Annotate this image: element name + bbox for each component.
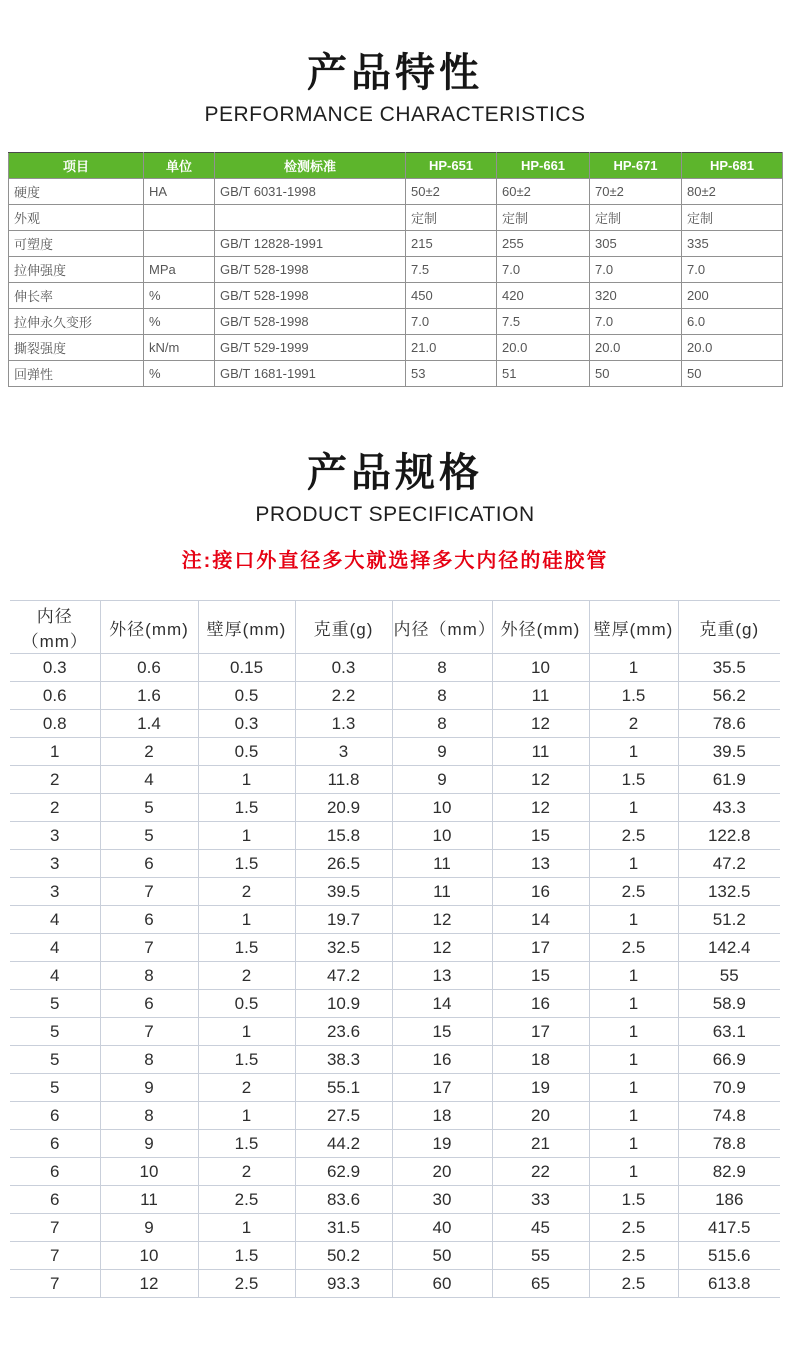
- performance_table-column-header-6: HP-681: [682, 153, 783, 179]
- performance_table-cell-5-3: 7.0: [406, 309, 497, 335]
- performance_table-cell-6-3: 21.0: [406, 335, 497, 361]
- spec-table-head: [10, 601, 780, 654]
- performance_table-row-5: [9, 309, 783, 335]
- spec_table-cell-3-2: 0.5: [198, 738, 295, 766]
- spec_table-cell-18-4: 20: [392, 1158, 492, 1186]
- spec_table-cell-4-1: 4: [100, 766, 198, 794]
- spec_table-cell-17-1: 9: [100, 1130, 198, 1158]
- spec_table-cell-18-0: 6: [10, 1158, 100, 1186]
- spec_table-cell-0-1: 0.6: [100, 654, 198, 682]
- spec_table-cell-18-7: 82.9: [678, 1158, 780, 1186]
- spec_table-cell-19-7: 186: [678, 1186, 780, 1214]
- performance_table-cell-4-5: 320: [590, 283, 682, 309]
- spec_table-column-header-6: 壁厚(mm): [589, 601, 678, 654]
- performance_table-column-header-0: 项目: [9, 153, 144, 179]
- spec_table-column-header-3: 克重(g): [295, 601, 392, 654]
- spec_table-cell-9-6: 1: [589, 906, 678, 934]
- selection-note: 注:接口外直径多大就选择多大内径的硅胶管: [181, 550, 609, 572]
- spec_table-cell-17-3: 44.2: [295, 1130, 392, 1158]
- performance-section-subtitle: PERFORMANCE CHARACTERISTICS: [204, 103, 586, 126]
- spec_table-cell-3-1: 2: [100, 738, 198, 766]
- performance_table-cell-0-3: 50±2: [406, 179, 497, 205]
- performance_table-row-4: [9, 283, 783, 309]
- performance-section-title: 产品特性: [307, 51, 483, 95]
- performance_table-cell-5-5: 7.0: [590, 309, 682, 335]
- spec_table-cell-5-0: 2: [10, 794, 100, 822]
- spec_table-cell-16-5: 20: [492, 1102, 589, 1130]
- performance_table-cell-7-1: %: [144, 361, 215, 387]
- spec_table-cell-19-5: 33: [492, 1186, 589, 1214]
- spec_table-cell-5-7: 43.3: [678, 794, 780, 822]
- spec_table-cell-4-4: 9: [392, 766, 492, 794]
- spec_table-cell-1-7: 56.2: [678, 682, 780, 710]
- spec_table-cell-16-4: 18: [392, 1102, 492, 1130]
- performance-table-header-row: [9, 153, 783, 179]
- spec_table-row-17: [10, 1130, 780, 1158]
- spec_table-cell-14-7: 66.9: [678, 1046, 780, 1074]
- spec_table-row-3: [10, 738, 780, 766]
- spec_table-cell-19-4: 30: [392, 1186, 492, 1214]
- performance_table-cell-7-6: 50: [682, 361, 783, 387]
- spec_table-cell-19-2: 2.5: [198, 1186, 295, 1214]
- spec_table-cell-9-0: 4: [10, 906, 100, 934]
- spec_table-cell-7-6: 1: [589, 850, 678, 878]
- performance_table-cell-1-0: 外观: [9, 205, 144, 231]
- spec_table-cell-7-7: 47.2: [678, 850, 780, 878]
- spec_table-cell-14-3: 38.3: [295, 1046, 392, 1074]
- spec_table-cell-22-1: 12: [100, 1270, 198, 1298]
- performance_table-cell-6-5: 20.0: [590, 335, 682, 361]
- spec_table-cell-5-5: 12: [492, 794, 589, 822]
- spec_table-cell-11-7: 55: [678, 962, 780, 990]
- spec_table-cell-11-3: 47.2: [295, 962, 392, 990]
- spec_table-cell-6-5: 15: [492, 822, 589, 850]
- performance_table-column-header-2: 检测标准: [215, 153, 406, 179]
- spec_table-cell-22-6: 2.5: [589, 1270, 678, 1298]
- spec_table-row-15: [10, 1074, 780, 1102]
- performance_table-cell-0-4: 60±2: [497, 179, 590, 205]
- spec_table-cell-10-4: 12: [392, 934, 492, 962]
- spec_table-cell-8-3: 39.5: [295, 878, 392, 906]
- performance_table-cell-6-1: kN/m: [144, 335, 215, 361]
- spec_table-cell-7-5: 13: [492, 850, 589, 878]
- spec_table-cell-18-5: 22: [492, 1158, 589, 1186]
- spec_table-cell-16-6: 1: [589, 1102, 678, 1130]
- performance_table-cell-4-2: GB/T 528-1998: [215, 283, 406, 309]
- spec_table-cell-3-7: 39.5: [678, 738, 780, 766]
- performance_table-cell-3-5: 7.0: [590, 257, 682, 283]
- spec_table-cell-3-6: 1: [589, 738, 678, 766]
- spec_table-cell-8-1: 7: [100, 878, 198, 906]
- spec_table-cell-14-6: 1: [589, 1046, 678, 1074]
- spec_table-cell-20-0: 7: [10, 1214, 100, 1242]
- spec_table-cell-13-3: 23.6: [295, 1018, 392, 1046]
- spec-section-subtitle: PRODUCT SPECIFICATION: [255, 503, 535, 526]
- spec_table-cell-8-2: 2: [198, 878, 295, 906]
- spec_table-row-2: [10, 710, 780, 738]
- spec_table-cell-11-4: 13: [392, 962, 492, 990]
- spec_table-column-header-1: 外径(mm): [100, 601, 198, 654]
- spec-table-body: [10, 654, 780, 1298]
- spec_table-row-8: [10, 878, 780, 906]
- spec_table-cell-12-5: 16: [492, 990, 589, 1018]
- spec_table-cell-4-6: 1.5: [589, 766, 678, 794]
- spec_table-cell-16-0: 6: [10, 1102, 100, 1130]
- spec_table-row-12: [10, 990, 780, 1018]
- spec_table-cell-8-0: 3: [10, 878, 100, 906]
- spec_table-cell-16-7: 74.8: [678, 1102, 780, 1130]
- spec_table-cell-10-0: 4: [10, 934, 100, 962]
- spec_table-cell-16-3: 27.5: [295, 1102, 392, 1130]
- spec_table-column-header-5: 外径(mm): [492, 601, 589, 654]
- spec_table-cell-14-2: 1.5: [198, 1046, 295, 1074]
- spec_table-cell-5-2: 1.5: [198, 794, 295, 822]
- spec_table-cell-15-6: 1: [589, 1074, 678, 1102]
- performance-table-body: [9, 179, 783, 387]
- spec_table-cell-15-7: 70.9: [678, 1074, 780, 1102]
- spec_table-cell-12-7: 58.9: [678, 990, 780, 1018]
- spec_table-cell-8-5: 16: [492, 878, 589, 906]
- performance_table-row-1: [9, 205, 783, 231]
- spec_table-row-10: [10, 934, 780, 962]
- spec_table-cell-20-4: 40: [392, 1214, 492, 1242]
- spec_table-cell-21-2: 1.5: [198, 1242, 295, 1270]
- spec_table-row-11: [10, 962, 780, 990]
- spec_table-cell-15-1: 9: [100, 1074, 198, 1102]
- spec_table-cell-12-1: 6: [100, 990, 198, 1018]
- spec_table-cell-14-0: 5: [10, 1046, 100, 1074]
- performance_table-cell-7-0: 回弹性: [9, 361, 144, 387]
- spec_table-cell-6-6: 2.5: [589, 822, 678, 850]
- performance_table-cell-2-4: 255: [497, 231, 590, 257]
- spec_table-cell-15-2: 2: [198, 1074, 295, 1102]
- spec_table-cell-9-7: 51.2: [678, 906, 780, 934]
- spec_table-cell-7-2: 1.5: [198, 850, 295, 878]
- spec_table-cell-12-6: 1: [589, 990, 678, 1018]
- spec_table-cell-6-3: 15.8: [295, 822, 392, 850]
- spec_table-cell-7-0: 3: [10, 850, 100, 878]
- spec_table-cell-13-5: 17: [492, 1018, 589, 1046]
- spec_table-cell-0-6: 1: [589, 654, 678, 682]
- performance_table-cell-2-0: 可塑度: [9, 231, 144, 257]
- spec_table-cell-19-6: 1.5: [589, 1186, 678, 1214]
- spec_table-cell-21-5: 55: [492, 1242, 589, 1270]
- performance_table-cell-3-3: 7.5: [406, 257, 497, 283]
- spec_table-cell-6-0: 3: [10, 822, 100, 850]
- performance_table-row-3: [9, 257, 783, 283]
- performance_table-column-header-1: 单位: [144, 153, 215, 179]
- spec_table-cell-5-3: 20.9: [295, 794, 392, 822]
- performance_table-cell-6-6: 20.0: [682, 335, 783, 361]
- performance_table-row-6: [9, 335, 783, 361]
- spec_table-cell-13-2: 1: [198, 1018, 295, 1046]
- spec_table-cell-3-4: 9: [392, 738, 492, 766]
- spec_table-cell-4-2: 1: [198, 766, 295, 794]
- performance_table-cell-6-0: 撕裂强度: [9, 335, 144, 361]
- performance_table-cell-2-1: [144, 231, 215, 257]
- spec_table-cell-1-3: 2.2: [295, 682, 392, 710]
- spec-table: [10, 600, 780, 1298]
- performance-table-head: [9, 153, 783, 179]
- spec_table-column-header-4: 内径（mm）: [392, 601, 492, 654]
- spec_table-cell-16-1: 8: [100, 1102, 198, 1130]
- spec_table-cell-11-5: 15: [492, 962, 589, 990]
- performance_table-row-2: [9, 231, 783, 257]
- spec_table-cell-1-4: 8: [392, 682, 492, 710]
- spec_table-cell-12-2: 0.5: [198, 990, 295, 1018]
- spec_table-cell-21-6: 2.5: [589, 1242, 678, 1270]
- spec_table-cell-0-2: 0.15: [198, 654, 295, 682]
- spec_table-cell-20-2: 1: [198, 1214, 295, 1242]
- spec_table-cell-9-5: 14: [492, 906, 589, 934]
- spec_table-cell-8-7: 132.5: [678, 878, 780, 906]
- spec_table-cell-22-5: 65: [492, 1270, 589, 1298]
- performance_table-cell-2-5: 305: [590, 231, 682, 257]
- spec_table-cell-9-2: 1: [198, 906, 295, 934]
- spec_table-cell-0-7: 35.5: [678, 654, 780, 682]
- spec_table-row-5: [10, 794, 780, 822]
- spec_table-cell-20-6: 2.5: [589, 1214, 678, 1242]
- spec_table-cell-5-1: 5: [100, 794, 198, 822]
- spec_table-cell-6-2: 1: [198, 822, 295, 850]
- performance_table-cell-5-0: 拉伸永久变形: [9, 309, 144, 335]
- spec_table-cell-11-6: 1: [589, 962, 678, 990]
- performance_table-cell-3-4: 7.0: [497, 257, 590, 283]
- spec_table-cell-14-1: 8: [100, 1046, 198, 1074]
- spec_table-cell-1-1: 1.6: [100, 682, 198, 710]
- spec_table-row-6: [10, 822, 780, 850]
- spec_table-cell-2-4: 8: [392, 710, 492, 738]
- spec_table-cell-12-3: 10.9: [295, 990, 392, 1018]
- spec_table-column-header-0: 内径（mm）: [10, 601, 100, 654]
- spec_table-cell-9-3: 19.7: [295, 906, 392, 934]
- spec_table-cell-1-5: 11: [492, 682, 589, 710]
- spec_table-cell-10-3: 32.5: [295, 934, 392, 962]
- spec_table-row-0: [10, 654, 780, 682]
- performance_table-cell-0-0: 硬度: [9, 179, 144, 205]
- spec_table-row-19: [10, 1186, 780, 1214]
- performance_table-cell-7-3: 53: [406, 361, 497, 387]
- spec_table-row-4: [10, 766, 780, 794]
- spec_table-cell-2-7: 78.6: [678, 710, 780, 738]
- spec_table-cell-22-3: 93.3: [295, 1270, 392, 1298]
- spec_table-cell-21-4: 50: [392, 1242, 492, 1270]
- spec_table-cell-15-4: 17: [392, 1074, 492, 1102]
- performance_table-cell-1-6: 定制: [682, 205, 783, 231]
- spec_table-row-7: [10, 850, 780, 878]
- spec_table-cell-17-6: 1: [589, 1130, 678, 1158]
- spec_table-row-18: [10, 1158, 780, 1186]
- spec_table-cell-22-7: 613.8: [678, 1270, 780, 1298]
- spec_table-cell-4-7: 61.9: [678, 766, 780, 794]
- spec_table-row-21: [10, 1242, 780, 1270]
- performance_table-cell-7-5: 50: [590, 361, 682, 387]
- spec_table-cell-9-4: 12: [392, 906, 492, 934]
- spec_table-cell-22-0: 7: [10, 1270, 100, 1298]
- spec_table-cell-6-1: 5: [100, 822, 198, 850]
- spec_table-cell-0-4: 8: [392, 654, 492, 682]
- spec_table-cell-21-3: 50.2: [295, 1242, 392, 1270]
- spec_table-cell-8-4: 11: [392, 878, 492, 906]
- spec_table-cell-16-2: 1: [198, 1102, 295, 1130]
- spec_table-cell-19-3: 83.6: [295, 1186, 392, 1214]
- spec_table-cell-4-5: 12: [492, 766, 589, 794]
- spec_table-cell-2-2: 0.3: [198, 710, 295, 738]
- spec_table-row-1: [10, 682, 780, 710]
- performance_table-cell-6-4: 20.0: [497, 335, 590, 361]
- spec_table-cell-8-6: 2.5: [589, 878, 678, 906]
- spec_table-cell-1-2: 0.5: [198, 682, 295, 710]
- spec_table-row-14: [10, 1046, 780, 1074]
- spec_table-cell-3-5: 11: [492, 738, 589, 766]
- spec_table-cell-17-0: 6: [10, 1130, 100, 1158]
- spec_table-cell-1-6: 1.5: [589, 682, 678, 710]
- spec_table-cell-20-1: 9: [100, 1214, 198, 1242]
- spec_table-cell-17-7: 78.8: [678, 1130, 780, 1158]
- spec_table-cell-22-4: 60: [392, 1270, 492, 1298]
- spec_table-cell-20-5: 45: [492, 1214, 589, 1242]
- spec_table-cell-10-7: 142.4: [678, 934, 780, 962]
- spec_table-cell-13-0: 5: [10, 1018, 100, 1046]
- spec_table-cell-2-5: 12: [492, 710, 589, 738]
- spec_table-cell-20-7: 417.5: [678, 1214, 780, 1242]
- spec_table-cell-5-6: 1: [589, 794, 678, 822]
- performance_table-cell-7-2: GB/T 1681-1991: [215, 361, 406, 387]
- performance_table-cell-0-1: HA: [144, 179, 215, 205]
- performance_table-cell-1-5: 定制: [590, 205, 682, 231]
- performance_table-cell-7-4: 51: [497, 361, 590, 387]
- performance_table-cell-3-1: MPa: [144, 257, 215, 283]
- spec_table-row-13: [10, 1018, 780, 1046]
- spec_table-cell-18-6: 1: [589, 1158, 678, 1186]
- performance_table-cell-0-2: GB/T 6031-1998: [215, 179, 406, 205]
- performance_table-cell-1-4: 定制: [497, 205, 590, 231]
- spec_table-cell-12-4: 14: [392, 990, 492, 1018]
- spec_table-cell-10-6: 2.5: [589, 934, 678, 962]
- spec_table-cell-2-6: 2: [589, 710, 678, 738]
- performance_table-column-header-4: HP-661: [497, 153, 590, 179]
- performance_table-column-header-5: HP-671: [590, 153, 682, 179]
- performance_table-cell-5-2: GB/T 528-1998: [215, 309, 406, 335]
- spec_table-cell-9-1: 6: [100, 906, 198, 934]
- spec_table-cell-3-3: 3: [295, 738, 392, 766]
- performance-table: [8, 152, 783, 387]
- spec_table-cell-13-7: 63.1: [678, 1018, 780, 1046]
- performance_table-cell-4-0: 伸长率: [9, 283, 144, 309]
- spec_table-row-9: [10, 906, 780, 934]
- spec_table-cell-21-7: 515.6: [678, 1242, 780, 1270]
- spec_table-cell-10-1: 7: [100, 934, 198, 962]
- performance_table-cell-0-5: 70±2: [590, 179, 682, 205]
- spec_table-cell-18-3: 62.9: [295, 1158, 392, 1186]
- spec_table-cell-7-1: 6: [100, 850, 198, 878]
- spec_table-cell-2-3: 1.3: [295, 710, 392, 738]
- spec_table-cell-11-1: 8: [100, 962, 198, 990]
- spec_table-cell-7-3: 26.5: [295, 850, 392, 878]
- spec-table-header-row: [10, 601, 780, 654]
- spec_table-cell-13-4: 15: [392, 1018, 492, 1046]
- spec_table-cell-0-3: 0.3: [295, 654, 392, 682]
- performance_table-row-0: [9, 179, 783, 205]
- performance_table-column-header-3: HP-651: [406, 153, 497, 179]
- spec_table-cell-10-5: 17: [492, 934, 589, 962]
- spec_table-column-header-2: 壁厚(mm): [198, 601, 295, 654]
- spec_table-cell-6-7: 122.8: [678, 822, 780, 850]
- performance_table-cell-5-6: 6.0: [682, 309, 783, 335]
- spec_table-cell-0-5: 10: [492, 654, 589, 682]
- spec_table-cell-15-0: 5: [10, 1074, 100, 1102]
- spec_table-cell-7-4: 11: [392, 850, 492, 878]
- performance_table-cell-0-6: 80±2: [682, 179, 783, 205]
- spec-section-title: 产品规格: [307, 451, 483, 495]
- spec_table-cell-15-3: 55.1: [295, 1074, 392, 1102]
- spec_table-cell-17-5: 21: [492, 1130, 589, 1158]
- spec_table-cell-17-2: 1.5: [198, 1130, 295, 1158]
- spec_table-cell-15-5: 19: [492, 1074, 589, 1102]
- spec_table-cell-1-0: 0.6: [10, 682, 100, 710]
- performance_table-cell-4-6: 200: [682, 283, 783, 309]
- performance_table-cell-2-2: GB/T 12828-1991: [215, 231, 406, 257]
- spec_table-cell-22-2: 2.5: [198, 1270, 295, 1298]
- performance_table-cell-5-4: 7.5: [497, 309, 590, 335]
- spec_table-cell-4-3: 11.8: [295, 766, 392, 794]
- performance_table-cell-4-3: 450: [406, 283, 497, 309]
- performance_table-cell-1-2: [215, 205, 406, 231]
- spec_table-cell-11-0: 4: [10, 962, 100, 990]
- spec_table-cell-21-0: 7: [10, 1242, 100, 1270]
- spec_table-row-20: [10, 1214, 780, 1242]
- performance_table-cell-1-1: [144, 205, 215, 231]
- spec_table-cell-17-4: 19: [392, 1130, 492, 1158]
- performance_table-cell-4-1: %: [144, 283, 215, 309]
- spec_table-cell-14-4: 16: [392, 1046, 492, 1074]
- spec_table-cell-19-1: 11: [100, 1186, 198, 1214]
- spec_table-cell-3-0: 1: [10, 738, 100, 766]
- performance_table-cell-5-1: %: [144, 309, 215, 335]
- spec_table-cell-18-1: 10: [100, 1158, 198, 1186]
- performance_table-cell-3-2: GB/T 528-1998: [215, 257, 406, 283]
- spec_table-cell-12-0: 5: [10, 990, 100, 1018]
- spec_table-column-header-7: 克重(g): [678, 601, 780, 654]
- performance_table-cell-4-4: 420: [497, 283, 590, 309]
- spec_table-cell-2-0: 0.8: [10, 710, 100, 738]
- spec_table-cell-21-1: 10: [100, 1242, 198, 1270]
- spec_table-cell-5-4: 10: [392, 794, 492, 822]
- performance_table-cell-1-3: 定制: [406, 205, 497, 231]
- performance_table-cell-3-0: 拉伸强度: [9, 257, 144, 283]
- spec_table-cell-0-0: 0.3: [10, 654, 100, 682]
- spec_table-cell-4-0: 2: [10, 766, 100, 794]
- performance_table-cell-2-3: 215: [406, 231, 497, 257]
- spec_table-cell-13-6: 1: [589, 1018, 678, 1046]
- spec_table-cell-2-1: 1.4: [100, 710, 198, 738]
- spec_table-cell-10-2: 1.5: [198, 934, 295, 962]
- performance_table-cell-2-6: 335: [682, 231, 783, 257]
- spec_table-cell-11-2: 2: [198, 962, 295, 990]
- spec_table-cell-19-0: 6: [10, 1186, 100, 1214]
- spec_table-cell-14-5: 18: [492, 1046, 589, 1074]
- spec_table-cell-6-4: 10: [392, 822, 492, 850]
- performance_table-cell-6-2: GB/T 529-1999: [215, 335, 406, 361]
- spec_table-row-16: [10, 1102, 780, 1130]
- spec_table-cell-18-2: 2: [198, 1158, 295, 1186]
- performance_table-row-7: [9, 361, 783, 387]
- performance_table-cell-3-6: 7.0: [682, 257, 783, 283]
- spec_table-cell-13-1: 7: [100, 1018, 198, 1046]
- spec_table-cell-20-3: 31.5: [295, 1214, 392, 1242]
- spec_table-row-22: [10, 1270, 780, 1298]
